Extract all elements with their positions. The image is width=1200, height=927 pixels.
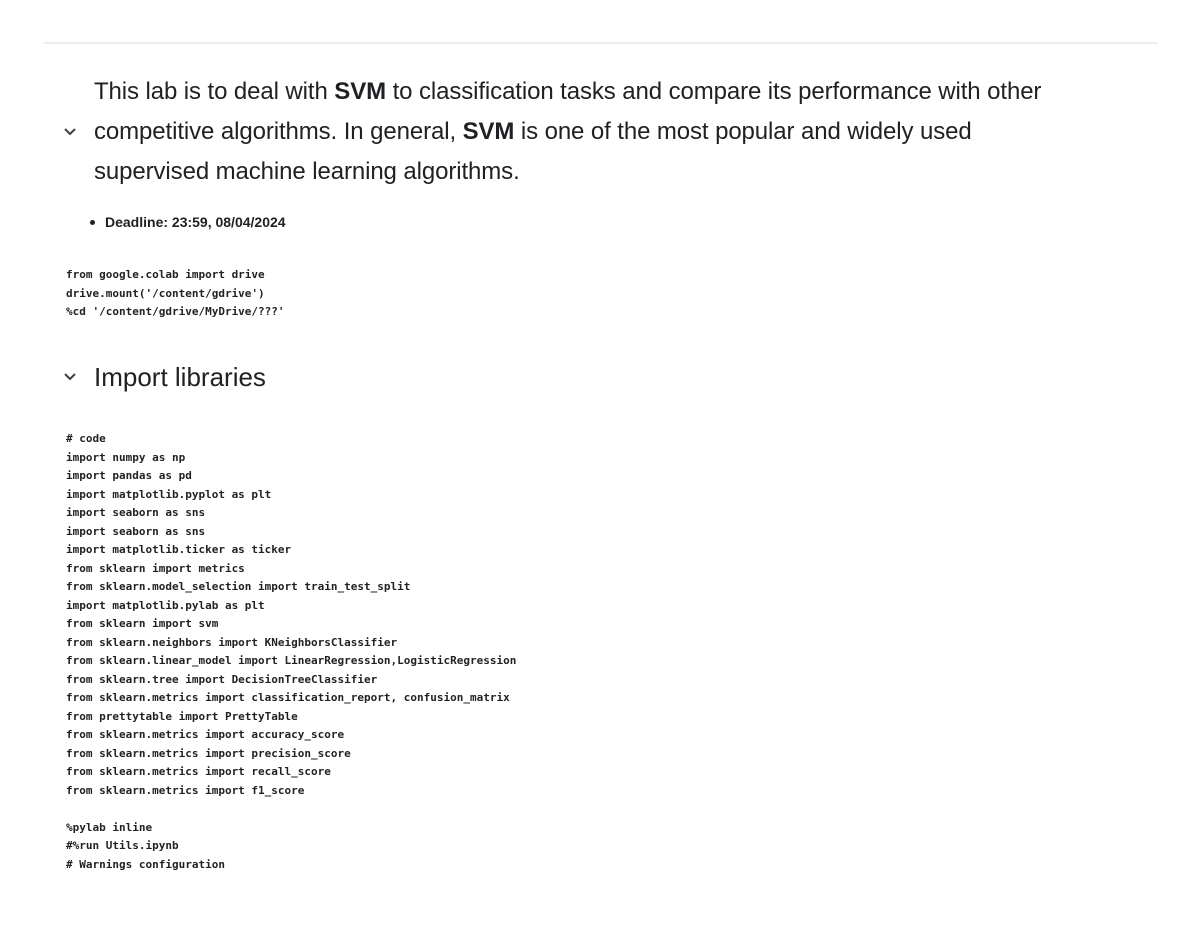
intro-segment-bold: SVM <box>462 118 515 145</box>
section-title: Import libraries <box>94 362 266 392</box>
bullet-dot-icon <box>90 220 95 225</box>
intro-segment-bold: SVM <box>334 78 386 105</box>
code-cell-mount[interactable]: from google.colab import drive drive.mount('/content/gdrive') %cd '/content/gdrive/MyDrive/???' <box>66 268 285 318</box>
deadline-text: Deadline: 23:59, 08/04/2024 <box>105 214 286 230</box>
intro-segment: This lab is to deal with <box>94 78 335 105</box>
intro-segment: is one of the most popular and widely used supervised machine learning algorithms. <box>94 118 972 185</box>
intro-segment: to classification tasks and compare its performance with other competitive algorithms. In general, <box>94 78 1042 145</box>
code-cell-imports[interactable]: # code import numpy as np import pandas as pd import matplotlib.pyplot as plt import seaborn as sns import seaborn as sns import matplotlib.ticker as ticker from sklearn import metrics from sklearn.model_selection import train_test_split import matplotlib.pylab as plt from sklearn import svm from sklearn.neighbors import KNeighborsClassifier from sklearn.linear_model import LinearRegression,LogisticRegression from sklearn.tree import DecisionTreeClassifier from sklearn.metrics import classification_report, confusion_matrix from prettytable import PrettyTable from sklearn.metrics import accuracy_score from sklearn.metrics import precision_score from sklearn.metrics import recall_score from sklearn.metrics import f1_score %pylab inline #%run Utils.ipynb # Warnings configuration <box>66 432 517 871</box>
intro-text <box>94 72 1054 192</box>
bullet-list <box>90 214 286 230</box>
chevron-down-icon[interactable] <box>61 123 79 141</box>
cell-divider <box>44 42 1158 44</box>
chevron-down-icon[interactable] <box>61 368 79 386</box>
list-item <box>90 214 286 230</box>
